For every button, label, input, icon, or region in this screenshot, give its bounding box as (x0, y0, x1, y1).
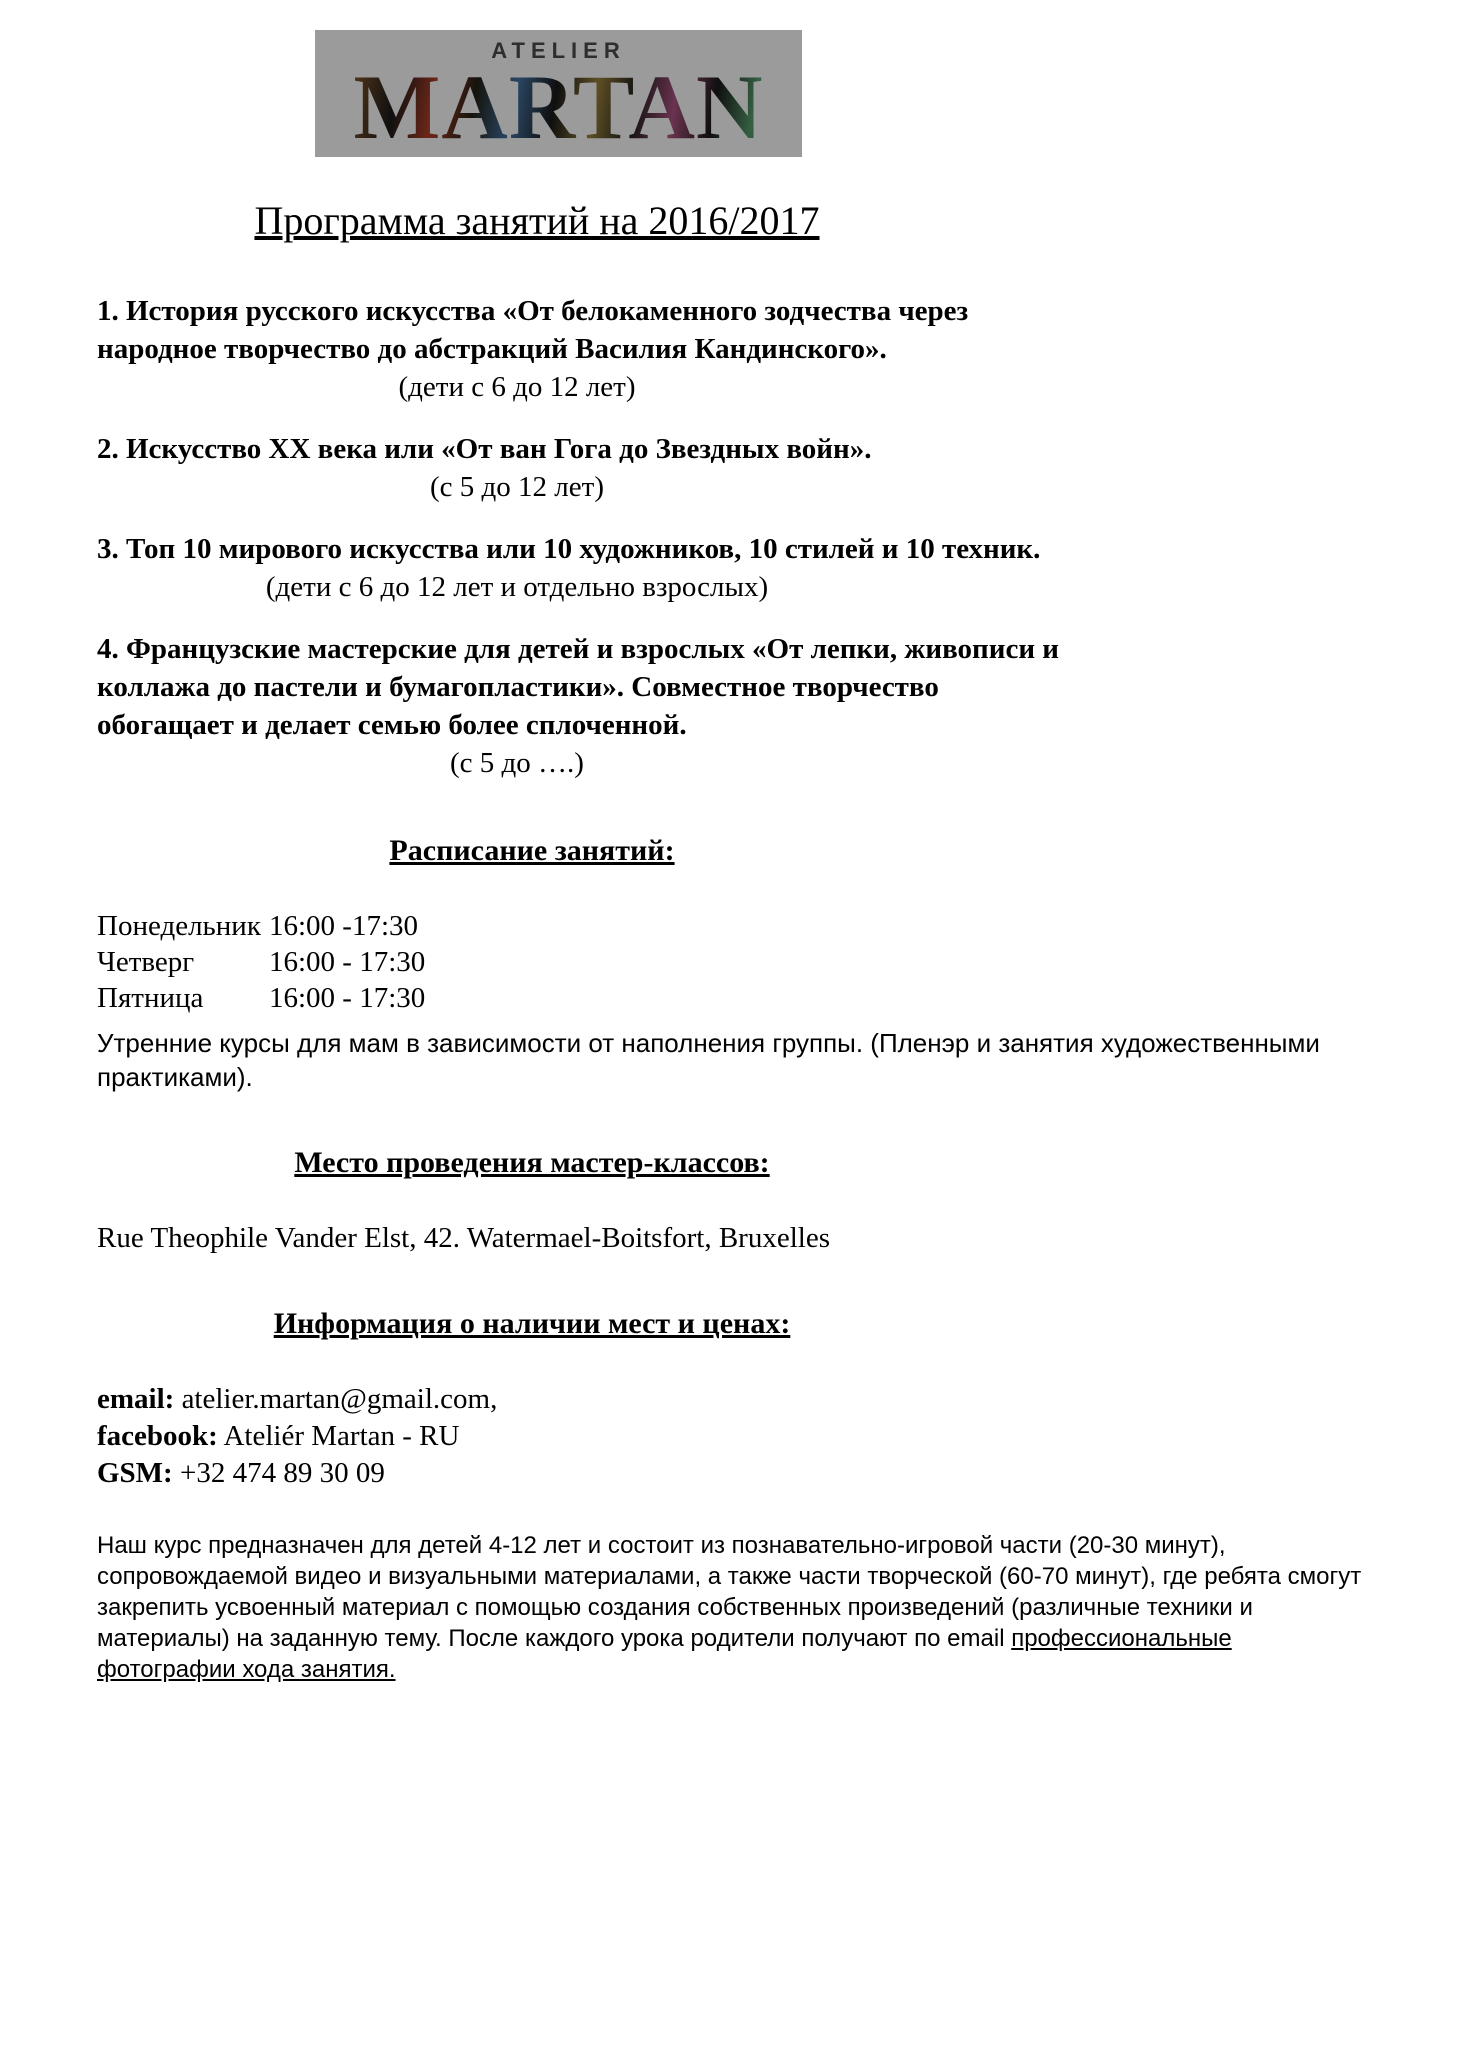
schedule-time: 16:00 -17:30 (269, 910, 419, 943)
logo-atelier-text: ATELIER (491, 38, 626, 63)
contact-email (97, 1381, 1363, 1418)
atelier-martan-logo (315, 30, 802, 157)
location-heading: Место проведения мастер-классов: (294, 1146, 770, 1180)
morning-courses-note: Утренние курсы для мам в зависимости от наполнения группы. (Пленэр и занятия художественными практиками). (97, 1028, 1320, 1093)
program-item-1 (97, 292, 1363, 406)
schedule-day: Пятница (97, 982, 204, 1015)
email-value: atelier.martan@gmail.com, (181, 1383, 498, 1416)
program-item-2 (97, 430, 1363, 506)
program-item-text: 2. Искусство XX века или «От ван Гога до Звездных войн». (97, 433, 872, 466)
contact-facebook (97, 1418, 1363, 1455)
schedule-row-friday (97, 980, 1363, 1016)
info-heading: Информация о наличии мест и ценах: (273, 1307, 791, 1341)
program-item-3 (97, 530, 1363, 606)
facebook-value: Ateliér Martan - RU (223, 1420, 460, 1453)
schedule-heading: Расписание занятий: (389, 834, 675, 868)
program-item-ages: (дети с 6 до 12 лет и отдельно взрослых) (265, 571, 769, 604)
course-description-underlined: профессиональные фотографии хода занятия. (97, 1625, 1232, 1684)
facebook-label: facebook: (97, 1420, 218, 1453)
email-label: email: (97, 1383, 175, 1416)
contacts-block (97, 1381, 1363, 1492)
logo-martan-text: MARTAN (315, 64, 802, 151)
program-item-ages: (с 5 до ….) (450, 747, 584, 780)
schedule-row-thursday (97, 944, 1363, 980)
program-item-text: 3. Топ 10 мирового искусства или 10 художников, 10 стилей и 10 техник. (97, 533, 1041, 566)
course-description-text: Наш курс предназначен для детей 4-12 лет и состоит из познавательно-игровой части (20-30 минут), сопровождаемой видео и визуальными материалами, а также части творческой (60-70 минут), где ребята смогут закрепить усвоенный материал с помощью создания собственных произведений (различные техники и материалы) на заданную тему. После каждого урока родители получают по email (97, 1532, 1362, 1653)
program-item-text: 4. Французские мастерские для детей и взрослых «От лепки, живописи и коллажа до пастели и бумагопластики». Совместное творчество обогащает и делает семью более сплоченной. (97, 633, 1060, 742)
contact-gsm (97, 1455, 1363, 1492)
schedule-day: Четверг (97, 946, 195, 979)
program-item-ages: (дети с 6 до 12 лет) (398, 371, 636, 404)
program-item-text: 1. История русского искусства «От белокаменного зодчества через народное творчество до абстракций Василия Кандинского». (97, 295, 969, 366)
schedule-day: Понедельник (97, 910, 261, 943)
program-item-ages: (с 5 до 12 лет) (430, 471, 604, 504)
schedule-row-monday (97, 908, 1363, 944)
gsm-value: +32 474 89 30 09 (179, 1457, 385, 1490)
schedule-time: 16:00 - 17:30 (269, 982, 426, 1015)
gsm-label: GSM: (97, 1457, 173, 1490)
page-title: Программа занятий на 2016/2017 (254, 198, 820, 244)
course-description (97, 1530, 1363, 1685)
schedule-table (97, 908, 1363, 1016)
program-item-4 (97, 630, 1363, 782)
venue-address: Rue Theophile Vander Elst, 42. Watermael-Boitsfort, Bruxelles (97, 1222, 830, 1255)
schedule-time: 16:00 - 17:30 (269, 946, 426, 979)
